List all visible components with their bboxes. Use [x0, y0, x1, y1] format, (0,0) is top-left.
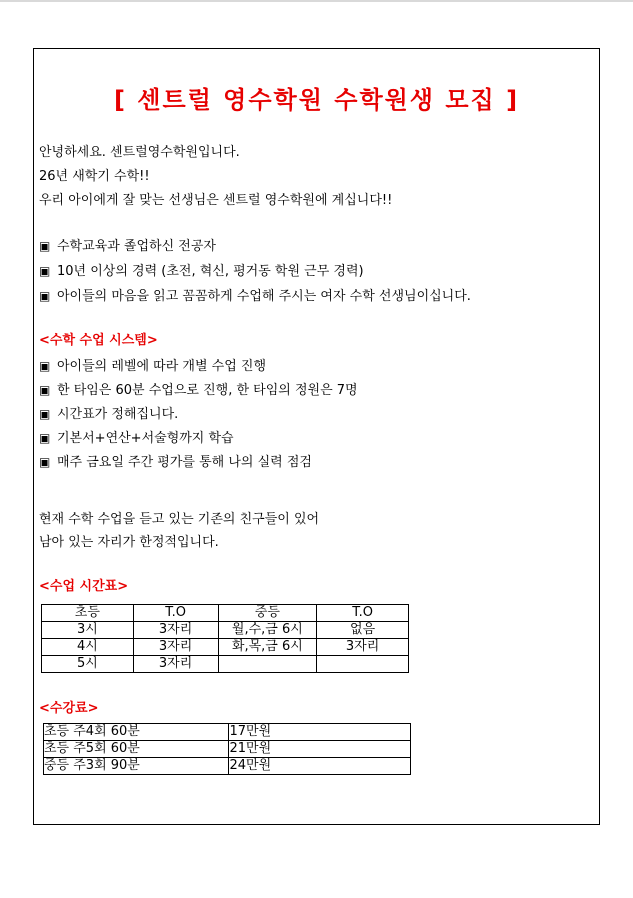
fees-heading: <수강료>	[39, 701, 99, 716]
table-cell: 중등 주3회 90분	[44, 758, 229, 775]
table-header-cell: T.O	[317, 605, 409, 622]
page-title: [ 센트럴 영수학원 수학원생 모집 ]	[113, 86, 520, 114]
system-item: ▣ 기본서+연산+서술형까지 학습	[39, 431, 234, 446]
bullet-icon: ▣	[39, 407, 51, 421]
table-cell: 3자리	[317, 639, 409, 656]
table-cell: 없음	[317, 622, 409, 639]
table-cell: 21만원	[229, 741, 411, 758]
bullet-icon: ▣	[39, 431, 51, 445]
table-cell	[317, 656, 409, 673]
table-cell: 초등 주4회 60분	[44, 724, 229, 741]
table-row	[42, 622, 409, 639]
intro-line: 안녕하세요. 센트럴영수학원입니다.	[39, 145, 240, 160]
table-header-cell: T.O	[133, 605, 218, 622]
table-cell: 3자리	[133, 639, 218, 656]
system-item: ▣ 한 타임은 60분 수업으로 진행, 한 타임의 정원은 7명	[39, 383, 358, 398]
schedule-table	[41, 604, 409, 673]
bullet-icon: ▣	[39, 239, 51, 253]
system-item: ▣ 매주 금요일 주간 평가를 통해 나의 실력 점검	[39, 455, 312, 470]
table-cell	[218, 656, 317, 673]
table-row	[42, 639, 409, 656]
table-cell: 24만원	[229, 758, 411, 775]
table-cell: 3자리	[133, 656, 218, 673]
bullet-icon: ▣	[39, 383, 51, 397]
bullet-icon: ▣	[39, 359, 51, 373]
table-cell: 4시	[42, 639, 134, 656]
table-cell: 17만원	[229, 724, 411, 741]
notice-line: 남아 있는 자리가 한정적입니다.	[39, 535, 219, 550]
system-heading: <수학 수업 시스템>	[39, 333, 158, 348]
intro-line: 우리 아이에게 잘 맞는 선생님은 센트럴 영수학원에 계십니다!!	[39, 193, 393, 208]
teacher-point: ▣ 아이들의 마음을 읽고 꼼꼼하게 수업해 주시는 여자 수학 선생님이십니다.	[39, 289, 471, 304]
table-cell: 5시	[42, 656, 134, 673]
schedule-heading: <수업 시간표>	[39, 579, 129, 594]
notice-line: 현재 수학 수업을 듣고 있는 기존의 친구들이 있어	[39, 512, 320, 527]
intro-line: 26년 새학기 수학!!	[39, 169, 150, 184]
table-row	[44, 724, 411, 741]
table-cell: 월,수,금 6시	[218, 622, 317, 639]
system-item: ▣ 아이들의 레벨에 따라 개별 수업 진행	[39, 359, 267, 374]
fee-table	[43, 723, 411, 775]
teacher-point: ▣ 10년 이상의 경력 (초전, 혁신, 평거동 학원 근무 경력)	[39, 264, 364, 279]
teacher-point: ▣ 수학교육과 졸업하신 전공자	[39, 239, 216, 254]
page-top-border	[0, 0, 633, 2]
table-header-cell: 중등	[218, 605, 317, 622]
system-item: ▣ 시간표가 정해집니다.	[39, 407, 179, 422]
table-cell: 초등 주5회 60분	[44, 741, 229, 758]
table-header-row	[42, 605, 409, 622]
table-cell: 화,목,금 6시	[218, 639, 317, 656]
table-cell: 3자리	[133, 622, 218, 639]
table-row	[44, 758, 411, 775]
bullet-icon: ▣	[39, 289, 51, 303]
table-cell: 3시	[42, 622, 134, 639]
table-row	[42, 656, 409, 673]
table-row	[44, 741, 411, 758]
bullet-icon: ▣	[39, 264, 51, 278]
table-header-cell: 초등	[42, 605, 134, 622]
bullet-icon: ▣	[39, 455, 51, 469]
